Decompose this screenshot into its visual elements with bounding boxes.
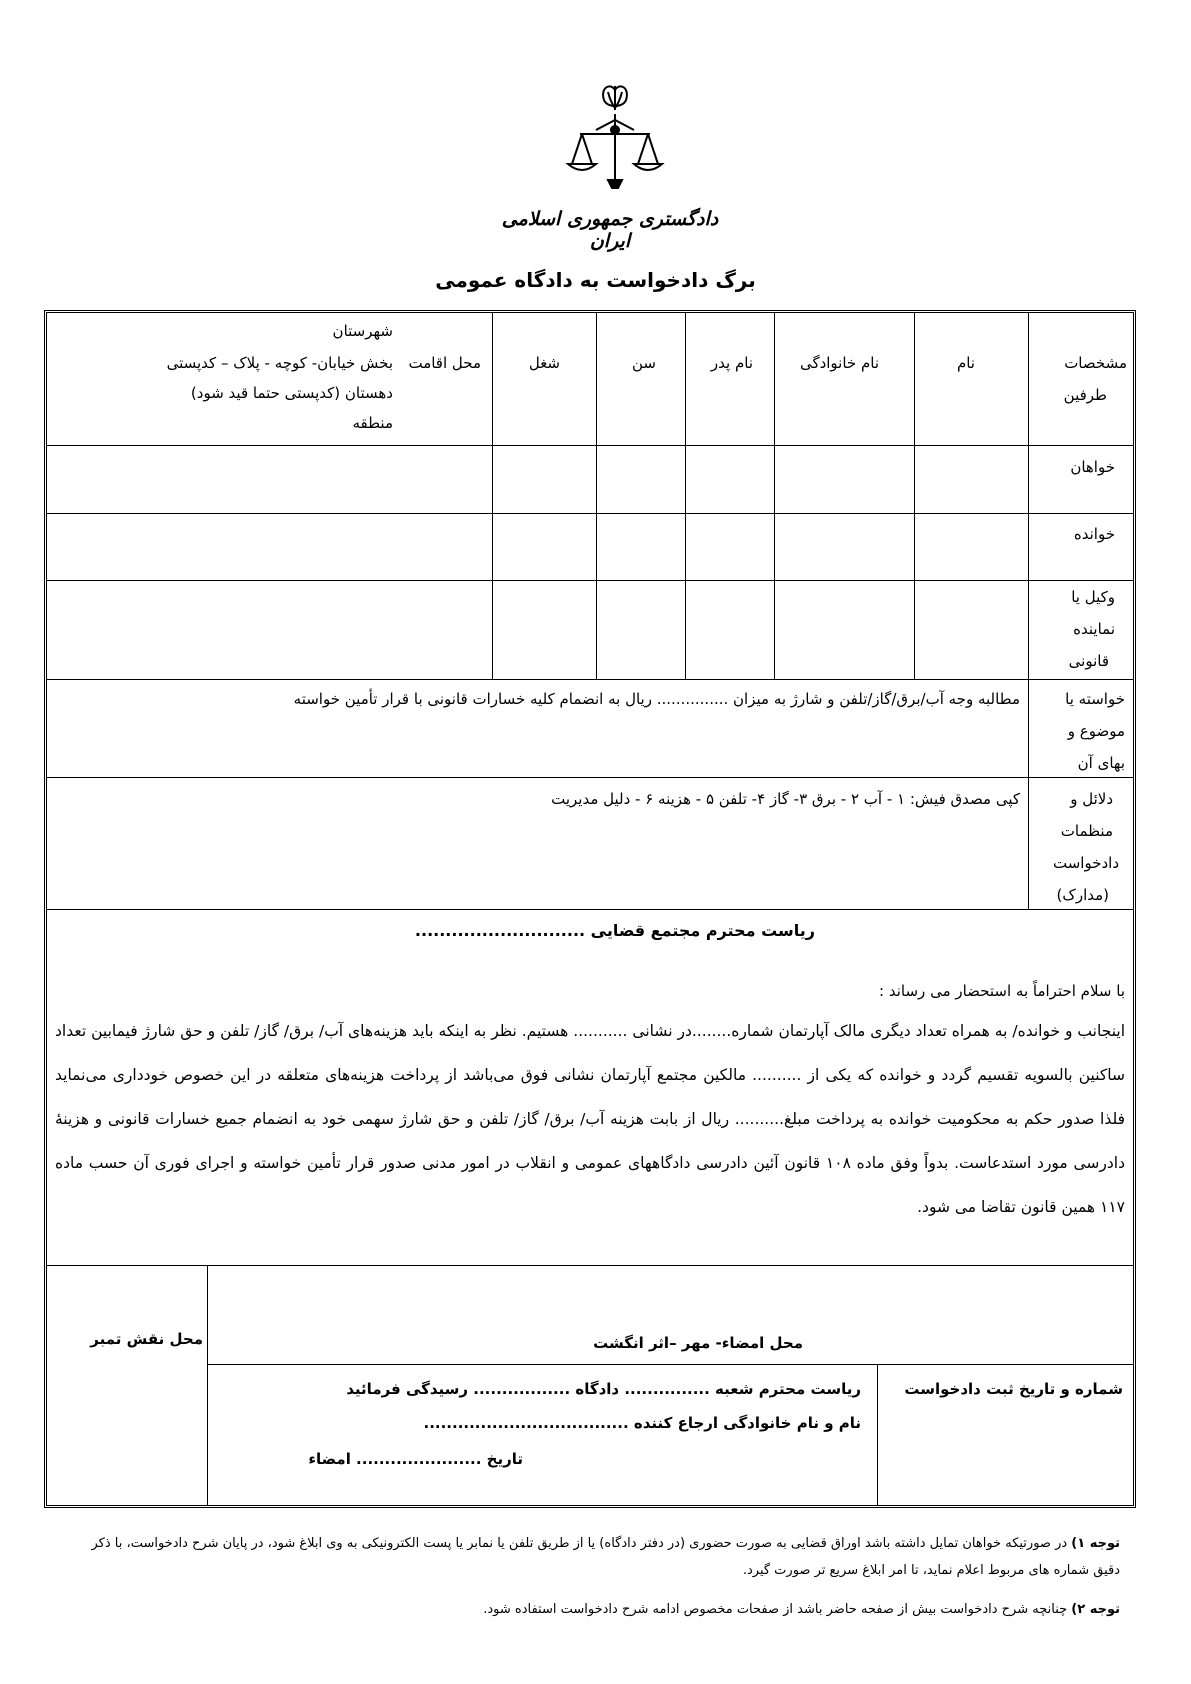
col-residence-line4: منطقه: [352, 414, 393, 432]
claim-label-line1: خواسته یا: [1065, 690, 1125, 708]
signature-place: محل امضاء- مهر –اثر انگشت: [593, 1334, 803, 1352]
body-heading: ریاست محترم مجتمع قضایی ............................: [414, 921, 815, 940]
row-lawyer-line1: وکیل یا: [1071, 588, 1115, 606]
evidence-label-line2: منظمات: [1060, 822, 1113, 840]
col-residence-label: محل اقامت: [408, 354, 481, 372]
row-lawyer-line3: قانونی: [1068, 652, 1109, 670]
evidence-text: کپی مصدق فیش: ۱ - آب ۲ - برق ۳- گاز ۴- تلفن ۵ - هزینه ۶ - دلیل مدیریت: [551, 790, 1020, 808]
stamp-place: محل نقش تمبر: [90, 1330, 203, 1348]
registration-number-date: شماره و تاریخ ثبت دادخواست: [904, 1380, 1123, 1398]
evidence-label-line1: دلائل و: [1070, 790, 1113, 808]
col-name: نام: [956, 354, 975, 372]
col-residence-line3: دهستان (کدپستی حتما قید شود): [190, 384, 393, 402]
row-defendant: خوانده: [1073, 525, 1115, 543]
evidence-label-line3: دادخواست: [1052, 854, 1119, 872]
col-residence-line2: بخش خیابان- کوچه - پلاک – کدپستی: [166, 354, 393, 372]
col-family-name: نام خانوادگی: [799, 354, 879, 372]
note-2-text: چنانچه شرح دادخواست بیش از صفحه حاضر باشد از صفحات مخصوص ادامه شرح دادخواست استفاده شود.: [483, 1602, 1068, 1617]
note-1: [80, 1530, 1120, 1584]
claim-text: مطالبه وجه آب/برق/گاز/تلفن و شارژ به میزان ............... ریال به انضمام کلیه خسارات قانونی با قرار تأمین خواسته: [293, 690, 1020, 708]
evidence-label-line4: (مدارک): [1056, 886, 1109, 904]
note-1-label: توجه ۱): [1071, 1536, 1120, 1551]
row-lawyer-line2: نماینده: [1073, 620, 1115, 638]
judiciary-emblem-icon: [560, 78, 670, 198]
organization-name: دادگستری جمهوری اسلامی ایران: [501, 208, 719, 252]
col-age: سن: [632, 354, 656, 372]
note-1-text: در صورتیکه خواهان تمایل داشته باشد اوراق قضایی به صورت حضوری (در دفتر دادگاه) یا از طریق تلفن یا نمابر یا پست الکترونیکی به وی ابلاغ شود، در پایان شرح دادخواست، با ذکر دقیق شماره های مربوط اعلام نماید، تا امر ابلاغ سریع تر صورت گیرد.: [91, 1536, 1120, 1578]
note-2-label: توجه ۲): [1071, 1602, 1120, 1617]
col-father-name: نام پدر: [710, 354, 753, 372]
col-residence-line1: شهرستان: [332, 322, 393, 340]
referral-line-2: نام و نام خانوادگی ارجاع کننده ....................................: [423, 1414, 861, 1432]
form-title: برگ دادخواست به دادگاه عمومی: [435, 268, 756, 292]
referral-line-3: تاریخ ...................... امضاء: [308, 1450, 523, 1468]
claim-label-line3: بهای آن: [1077, 754, 1125, 772]
col-specs-line2: طرفین: [1063, 386, 1107, 404]
petition-form: [44, 310, 1136, 1508]
claim-label-line2: موضوع و: [1067, 722, 1125, 740]
body-paragraph: اینجانب و خوانده/ به همراه تعداد دیگری مالک آپارتمان شماره........در نشانی ........... هستیم. نظر به اینکه باید هزینه‌های آب/ برق/ گاز/ تلفن و حق شارژ فیمابین تعداد ساکنین بالسویه تقسیم گردد و خوانده که یکی از .......... مالکین مجتمع آپارتمان نشانی فوق می‌باشد از پرداخت هزینه‌های متعلقه در این خصوص خودداری می‌نماید فلذا صدور حکم به محکومیت خوانده به پرداخت مبلغ.......... ریال از بابت هزینه آب/ برق/ گاز/ تلفن و حق شارژ سهمی خود به انضمام جمیع خسارات قانونی و هزینهٔ دادرسی مورد استدعاست. بدواً وفق ماده ۱۰۸ قانون آئین دادرسی دادگاههای عمومی و انقلاب در امور مدنی صدور قرار تأمین خواسته و اجرای فوری آن حسب ماده ۱۱۷ همین قانون تقاضا می شود.: [55, 1022, 1126, 1216]
body-salutation: با سلام احتراماً به استحضار می رساند :: [879, 982, 1125, 1000]
note-2: [80, 1596, 1120, 1623]
row-plaintiff: خواهان: [1070, 458, 1115, 476]
col-job: شغل: [528, 354, 560, 372]
referral-line-1: ریاست محترم شعبه ............... دادگاه ................. رسیدگی فرمائید: [346, 1380, 861, 1398]
col-specs-line1: مشخصات: [1064, 354, 1127, 372]
